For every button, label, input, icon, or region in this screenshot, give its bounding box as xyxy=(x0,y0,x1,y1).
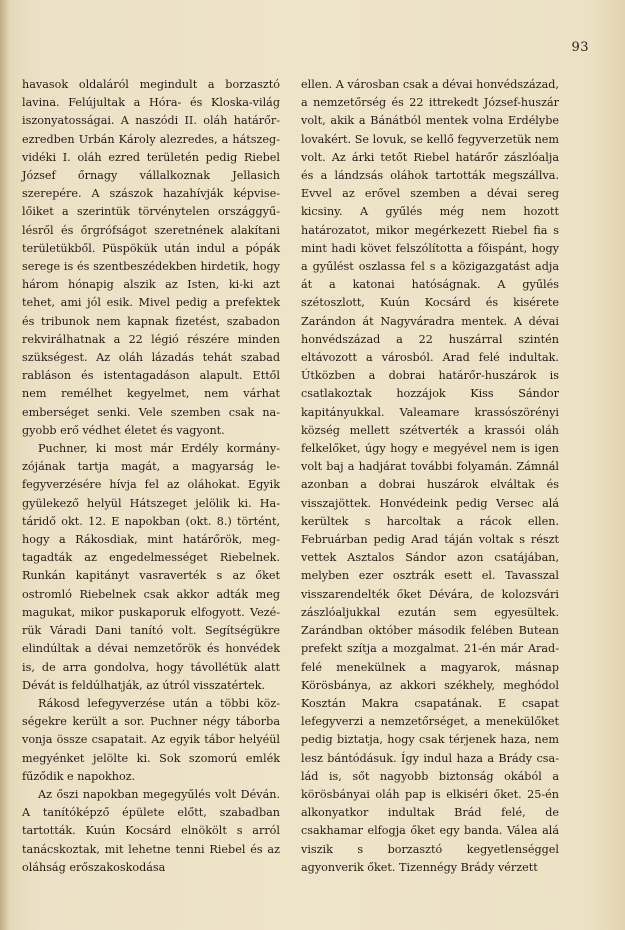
paragraph: ellen. A városban csak a dévai honvédszázad, a nemzetőrség és 22 ittrekedt József-huszár volt, akik a Bánátból mentek volna Erdélybe lovakért. Se lovuk, se kellő fegyverzetük nem volt. Az árki tetőt Riebel határőr zászlóalja és a lándzsás oláhok tartották megszállva. Evvel az erővel szemben a dévai sereg kicsiny. A gyűlés még nem hozott határozatot, mikor megérkezett Riebel fia s mint hadi követ felszólította a főispánt, hogy a gyűlést oszlassa fel s a közigazgatást adja át a katonai hatóságnak. A gyűlés szétoszlott, Kuún Kocsárd és kisérete Zarándon át Nagyváradra mentek. A dévai honvédszázad a 22 huszárral szintén eltávozott a városból. Arad felé indultak. Útközben a dobrai határőr-huszárok is csatlakoztak hozzájok Kiss Sándor kapitányukkal. Valeamare krassószörényi község mellett szétverték a krassói oláh felkelőket, úgy hogy e megyével nem is igen volt baj a hadjárat további folyamán. Zámnál azonban a dobrai huszárok elváltak és visszajöttek. Honvédeink pedig Versec alá kerültek s harcoltak a rácok ellen. Februárban pedig Arad táján voltak s részt vettek Asztalos Sándor azon csatájában, melyben ezer osztrák esett el. Tavasszal visszarendelték őket Dévára, de kolozsvári zászlóaljukkal ezután sem egyesültek. Zarándban október második felében Butean prefekt szítja a mozgalmat. 21-én már Arad-felé menekülnek a magyarok, másnap Körösbánya, az akkori székhely, meghódol Kosztán Makra csapatának. E csapat lefegyverzi a nemzetőrséget, a menekülőket pedig biztatja, hogy csak térjenek haza, nem lesz bántódásuk. Így indul haza a Brády család is, sőt nagyobb biztonság okából a körösbányai oláh pap is elkiséri őket. 25-én alkonyatkor indultak Brád felé, de csakhamar elfogja őket egy banda. Válea alá viszik s borzasztó kegyetlenséggel agyonverik őket. Tizennégy Brády vérzett xyxy=(301,78,559,874)
paragraph: Puchner, ki most már Erdély kormányzójának tartja magát, a magyarság lefegyverzésére hívja fel az oláhokat. Egyik gyülekező helyül Hátszeget jelölik ki. Határidő okt. 12. E napokban (okt. 8.) történt, hogy a Rákosdiak, mint határőrök, megtagadták az engedelmességet Riebelnek. Runkán kapitányt vasraverték s az őket ostromló Riebelnek csak akkor adták meg magukat, mikor puskaporuk elfogyott. Vezérük Váradi Dani tanító volt. Segítségükre elindúltak a dévai nemzetőrök és honvédek is, de arra gondolva, hogy távollétük alatt Dévát is feldúlhatják, az útról visszatértek. xyxy=(22,442,280,692)
spine-shadow xyxy=(0,0,10,930)
paragraph: Rákosd lefegyverzése után a többi községekre került a sor. Puchner négy táborba vonja össze csapatait. Az egyik tábor helyéül megyénket jelölte ki. Sok szomorú emlék fűződik e napokhoz. xyxy=(22,696,280,783)
right-column xyxy=(301,76,559,877)
paragraph: Az őszi napokban megegyűlés volt Déván. A tanítóképző épülete előtt, szabadban tartották. Kuún Kocsárd elnökölt s arról tanácskoztak, mit lehetne tenni Riebel és az oláhság erőszakoskodása xyxy=(22,787,280,874)
page-number: 93 xyxy=(571,40,589,55)
paragraph: havasok oldaláról megindult a borzasztó lavina. Felújultak a Hóra- és Kloska-világ iszonyatosságai. A naszódi II. oláh határőrezredben Urbán Károly alezredes, a hátszegvidéki I. oláh ezred területén pedig Riebel József őrnagy vállalkoznak Jellasich szerepére. A szászok hazahívják képviselőiket a szerintük törvénytelen országgyűlésről és őrgrófságot szeretnének alakítani területükből. Püspökük után indul a pópák serege is és szentbeszédekben hirdetik, hogy három hónapig alszik az Isten, ki-ki azt tehet, ami jól esik. Mivel pedig a prefektek és tribunok nem kapnak fizetést, szabadon rekvirálhatnak a 22 légió részére minden szükségest. Az oláh lázadás tehát szabad rabláson és istentagadáson alapult. Ettől nem remélhet kegyelmet, nem várhat emberséget senki. Vele szemben csak nagyobb erő védhet életet és vagyont. xyxy=(22,78,280,437)
left-column xyxy=(22,76,280,877)
